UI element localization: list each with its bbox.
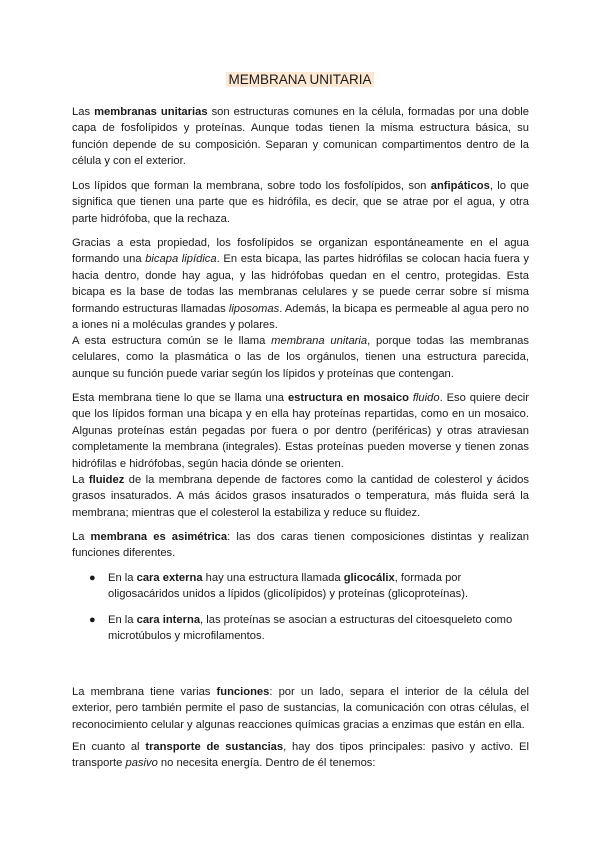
paragraph-intro xyxy=(72,104,529,170)
text: : por un lado, separa el interior de la célula del exterior, pero también permite el paso de sustancias, la comunicación con otras células, el reconocimiento celular y algunas reacciones químicas gracias a enzimas que están en ella. xyxy=(72,686,529,731)
bold-term: funciones xyxy=(216,686,270,698)
text: , hay dos tipos principales: pasivo y activo. El transporte xyxy=(72,741,530,770)
italic-term: bicapa lipídica xyxy=(145,253,217,266)
bold-term: cara externa xyxy=(136,572,203,584)
text: , porque todas las membranas celulares, como la plasmática o las de los orgánulos, tienen una estructura parecida, aunque su función puede variar según los lípidos y proteínas que contengan. xyxy=(72,335,529,380)
italic-term: liposomas xyxy=(228,302,280,315)
text: de la membrana depende de factores como la cantidad de colesterol y ácidos grasos insaturados. A más ácidos grasos insaturados o temperatura, más fluida será la membrana; mientras que el colesterol la estabiliza y reduce su fluidez. xyxy=(72,474,529,519)
bold-term: anfipáticos xyxy=(430,180,490,192)
bullet-internal-face xyxy=(108,612,528,645)
bullet-external-face xyxy=(108,570,528,603)
bold-term: cara interna xyxy=(136,614,201,626)
bold-term: estructura en mosaico xyxy=(287,392,409,404)
text: : las dos caras tienen composiciones distintas y realizan funciones diferentes. xyxy=(72,531,529,560)
text: En la xyxy=(108,614,137,626)
text: . Eso quiere decir que los lípidos forman una bicapa y en ella hay proteínas repartidas, como en un mosaico. Algunas proteínas están pegadas por fuera o por dentro (periféricas) y otras atraviesan completamente la membrana (integrales). Estas proteínas pueden moverse y tienen zonas hidrófilas e hidrófobas, según hacia dónde se orienten. xyxy=(72,392,530,470)
text: En cuanto al xyxy=(72,741,146,753)
text: , las proteínas se asocian a estructuras del citoesqueleto como microtúbulos y microfilamentos. xyxy=(108,614,513,643)
text: Esta membrana tiene lo que se llama una xyxy=(72,392,288,404)
bold-term: transporte de sustancias xyxy=(145,741,284,753)
page-title xyxy=(0,71,600,89)
italic-term: fluido xyxy=(412,392,440,404)
text: . En esta bicapa, las partes hidrófilas se colocan hacia fuera y hacia dentro, donde hay agua, y las hidrófobas quedan en el centro, protegidas. Esta bicapa es la base de todas las membranas celulares y se puede cerrar sobre sí misma formando estructuras llamadas xyxy=(72,253,529,315)
text: Los lípidos que forman la membrana, sobre todo los fosfolípidos, son xyxy=(72,180,431,192)
paragraph-fluidity xyxy=(72,472,529,521)
text: , formada por oligosacáridos unidos a lípidos (glicolípidos) y proteínas (glicoproteínas). xyxy=(108,572,469,601)
paragraph-unit-membrane xyxy=(72,333,529,382)
text: A esta estructura común se le llama xyxy=(72,335,272,347)
text: En la xyxy=(108,572,137,584)
text: son estructuras comunes en la célula, formadas por una doble capa de fosfolípidos y proteínas. Aunque todas tienen la misma estructura básica, su función depende de su composición. Separan y comunican compartimentos dentro de la célula y con el exterior. xyxy=(72,106,529,168)
text: . Además, la bicapa es permeable al agua pero no a iones ni a moléculas grandes y polares. xyxy=(72,302,529,332)
paragraph-amphipathic xyxy=(72,178,529,227)
bullet-icon: ● xyxy=(89,614,96,626)
bold-term: membranas unitarias xyxy=(94,106,208,118)
bold-term: glicocálix xyxy=(343,572,395,584)
title-text: MEMBRANA UNITARIA xyxy=(228,72,372,87)
bullet-icon: ● xyxy=(89,572,96,584)
bold-term: fluidez xyxy=(88,474,125,486)
paragraph-bilayer xyxy=(72,235,529,333)
paragraph-functions xyxy=(72,684,529,733)
paragraph-transport xyxy=(72,739,529,772)
text: La membrana tiene varias xyxy=(72,686,217,698)
text: La xyxy=(72,474,89,486)
text: no necesita energía. Dentro de él tenemos: xyxy=(157,757,376,770)
paragraph-mosaic xyxy=(72,390,529,472)
italic-term: pasivo xyxy=(125,757,158,770)
bold-term: membrana es asimétrica xyxy=(90,531,228,543)
text: Gracias a esta propiedad, los fosfolípidos se organizan espontáneamente en el agua formando una xyxy=(72,237,529,266)
paragraph-asymmetry xyxy=(72,529,529,562)
text: La xyxy=(72,531,91,543)
text: , lo que significa que tienen una parte que es hidrófila, es decir, que se atrae por el agua, y otra parte hidrófoba, que la rechaza. xyxy=(72,180,529,225)
text: hay una estructura llamada xyxy=(202,572,344,584)
text: Las xyxy=(72,106,95,118)
italic-term: membrana unitaria xyxy=(271,335,368,347)
